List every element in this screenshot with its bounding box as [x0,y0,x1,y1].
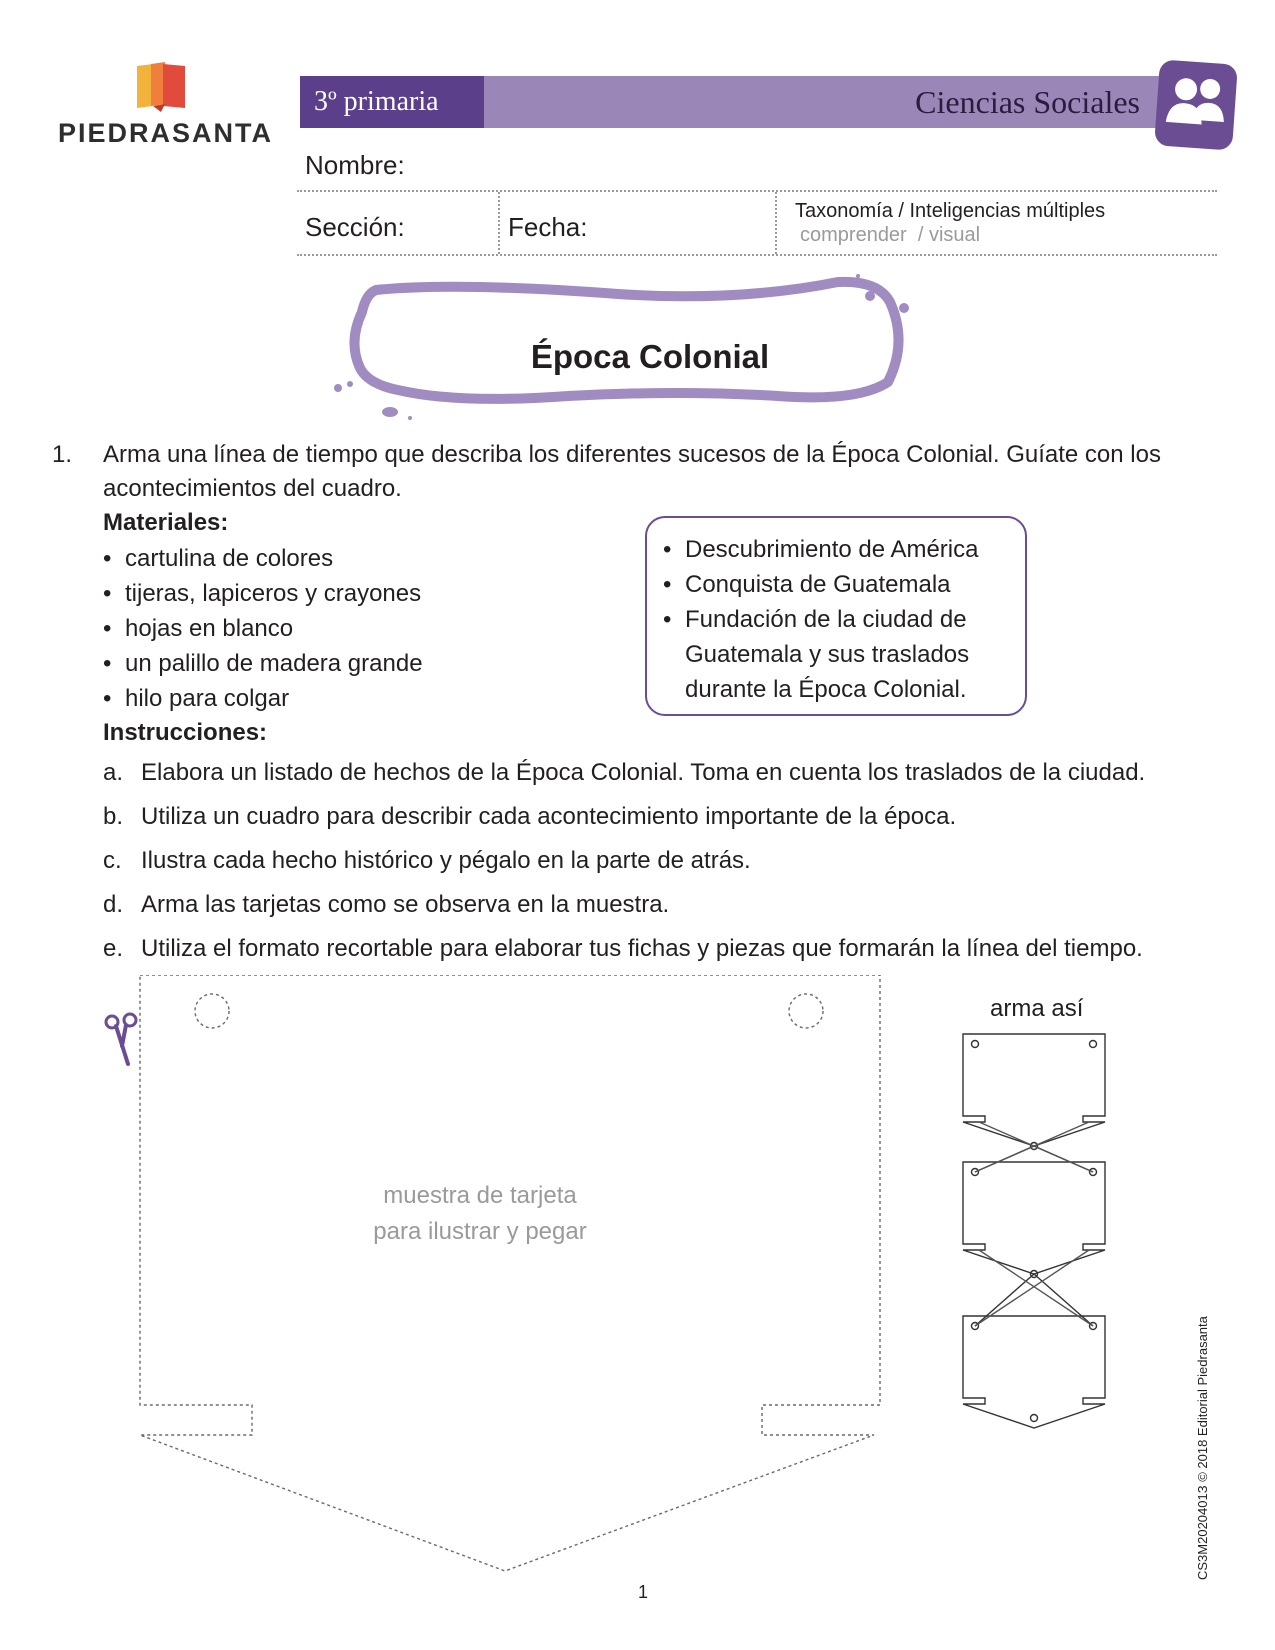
section-field-label: Sección: [305,212,405,242]
list-item: • hojas en blanco [103,611,423,646]
copyright-note: CS3M2020401З © 2018 Editorial Piedrasanta [1195,1316,1210,1580]
assembly-diagram [955,1030,1115,1430]
list-item: a. Elabora un listado de hechos de la Época Colonial. Toma en cuenta los traslados de la ciudad. [103,759,1146,786]
instructions-heading: Instrucciones: [103,719,268,746]
list-item: • tijeras, lapiceros y crayones [103,576,423,611]
divider [297,190,1217,192]
scissors-icon [102,1012,142,1068]
events-box [645,516,1027,716]
list-item: • hilo para colgar [103,681,423,716]
page-number: 1 [638,1582,649,1602]
activity-prompt-line2: acontecimientos del cuadro. [103,475,402,502]
materials-list [103,541,423,716]
taxonomy-value: comprender / visual [800,224,981,246]
list-item: b. Utiliza un cuadro para describir cada acontecimiento importante de la época. [103,803,957,830]
list-item: • Conquista de Guatemala [663,567,1015,602]
list-item: c. Ilustra cada hecho histórico y pégalo en la parte de atrás. [103,847,751,874]
list-item: • un palillo de madera grande [103,646,423,681]
people-icon [1154,59,1238,150]
name-field-label: Nombre: [305,150,405,180]
publisher-name: PIEDRASANTA [58,118,274,148]
list-item: d. Arma las tarjetas como se observa en la muestra. [103,891,670,918]
list-item: e. Utiliza el formato recortable para elaborar tus fichas y piezas que formarán la línea del tiempo. [103,935,1143,962]
assembly-label: arma así [990,995,1084,1022]
materials-heading: Materiales: [103,509,229,536]
list-item: • cartulina de colores [103,541,423,576]
sample-card-text: muestra de tarjeta para ilustrar y pegar [373,1182,587,1245]
taxonomy-label: Taxonomía / Inteligencias múltiples [795,200,1106,222]
publisher-logo-icon [135,62,187,112]
divider [297,254,1217,256]
list-item: • Fundación de la ciudad de Guatemala y sus traslados durante la Época Colonial. [663,602,1015,707]
cutout-card-template [120,975,890,1575]
divider [498,192,500,254]
events-list [663,532,1015,707]
date-field-label: Fecha: [508,212,588,242]
grade-label: 3º primaria [300,76,484,128]
list-item: • Descubrimiento de América [663,532,1015,567]
activity-prompt-line1: Arma una línea de tiempo que describa los diferentes sucesos de la Época Colonial. Guíate con los [103,441,1161,468]
divider [775,192,777,254]
subject-label: Ciencias Sociales [915,84,1140,120]
activity-number: 1. [52,441,73,468]
instructions-list [103,751,1145,971]
page-title: Época Colonial [530,338,770,375]
